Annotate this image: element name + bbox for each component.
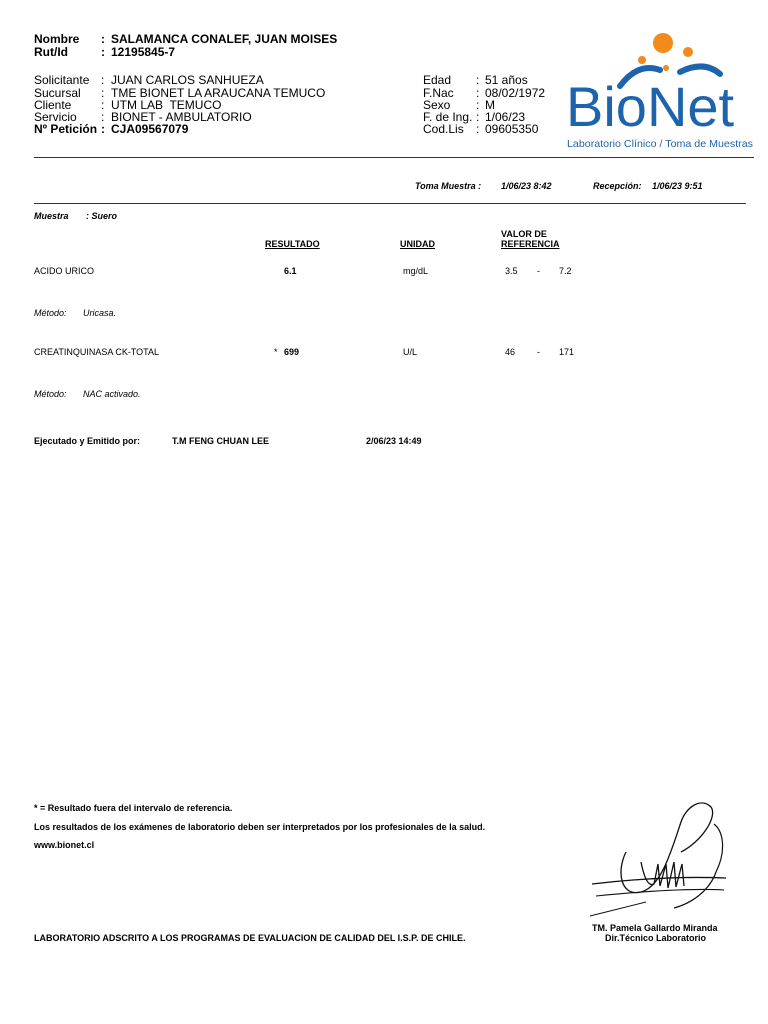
- note-interpret: Los resultados de los exámenes de laboratorio deben ser interpretados por los profesionales de la salud.: [34, 822, 486, 832]
- edad-value: 51 años: [485, 73, 528, 87]
- colon: :: [101, 32, 105, 46]
- muestra-label: Muestra: [34, 211, 69, 221]
- colon: :: [101, 98, 105, 112]
- servicio-label: Servicio: [34, 110, 77, 124]
- colon: :: [101, 86, 105, 100]
- metodo-value: Uricasa.: [83, 308, 117, 318]
- codlis-value: 09605350: [485, 122, 539, 136]
- peticion-label: Nº Petición: [34, 122, 98, 136]
- ref-high: 7.2: [559, 266, 572, 276]
- toma-value: 1/06/23 8:42: [501, 181, 552, 191]
- col-valor-1: VALOR DE: [501, 229, 547, 239]
- col-valor-2: REFERENCIA: [501, 239, 560, 249]
- edad-label: Edad: [423, 73, 452, 87]
- recepcion-label: Recepción:: [593, 181, 642, 191]
- divider: [34, 203, 746, 204]
- colon: :: [101, 110, 105, 124]
- sexo-label: Sexo: [423, 98, 451, 112]
- test-result: 699: [284, 347, 300, 357]
- colon: :: [476, 122, 480, 136]
- logo-dot-large: [653, 33, 673, 53]
- divider: [34, 157, 754, 158]
- solicitante-value: JUAN CARLOS SANHUEZA: [111, 73, 264, 87]
- logo-dot-small: [638, 56, 646, 64]
- test-unit: U/L: [403, 347, 418, 357]
- cliente-label: Cliente: [34, 98, 72, 112]
- logo-brand: BioNet: [566, 75, 735, 138]
- accreditation-note: LABORATORIO ADSCRITO A LOS PROGRAMAS DE EVALUACION DE CALIDAD DEL I.S.P. DE CHILE.: [34, 933, 466, 943]
- ref-high: 171: [559, 347, 575, 357]
- nombre-label: Nombre: [34, 32, 80, 46]
- test-name: CREATINQUINASA CK-TOTAL: [34, 347, 160, 357]
- ref-low: 46: [505, 347, 516, 357]
- note-asterisk: * = Resultado fuera del intervalo de referencia.: [34, 803, 233, 813]
- ref-sep: -: [537, 266, 540, 276]
- signer-title: Dir.Técnico Laboratorio: [605, 933, 707, 943]
- ejecutado-datetime: 2/06/23 14:49: [366, 436, 422, 446]
- servicio-value: BIONET - AMBULATORIO: [111, 110, 252, 124]
- ejecutado-label: Ejecutado y Emitido por:: [34, 436, 141, 446]
- website-link[interactable]: www.bionet.cl: [34, 840, 95, 850]
- test-name: ACIDO URICO: [34, 266, 95, 276]
- colon: :: [476, 73, 480, 87]
- test-result: 6.1: [284, 266, 297, 276]
- ejecutado-by: T.M FENG CHUAN LEE: [172, 436, 270, 446]
- patient-name: SALAMANCA CONALEF, JUAN MOISES: [111, 32, 338, 46]
- fnac-value: 08/02/1972: [485, 86, 546, 100]
- peticion-value: CJA09567079: [111, 122, 189, 136]
- test-unit: mg/dL: [403, 266, 429, 276]
- ref-low: 3.5: [505, 266, 518, 276]
- colon: :: [101, 122, 105, 136]
- colon: :: [101, 45, 105, 59]
- recepcion-value: 1/06/23 9:51: [652, 181, 703, 191]
- logo-dot-small: [683, 47, 693, 57]
- ref-sep: -: [537, 347, 540, 357]
- logo-dot-small: [663, 65, 669, 71]
- codlis-label: Cod.Lis: [423, 122, 464, 136]
- metodo-label: Método:: [34, 389, 67, 399]
- colon: :: [476, 86, 480, 100]
- sucursal-label: Sucursal: [34, 86, 81, 100]
- signature-graphic: [586, 792, 736, 918]
- colon: :: [476, 110, 480, 124]
- logo-graphic: [562, 30, 756, 154]
- sucursal-value: TME BIONET LA ARAUCANA TEMUCO: [111, 86, 326, 100]
- col-unidad: UNIDAD: [400, 239, 435, 249]
- bionet-logo: [562, 30, 756, 154]
- muestra-value: : Suero: [86, 211, 118, 221]
- out-of-range-flag: *: [274, 347, 278, 357]
- metodo-value: NAC activado.: [83, 389, 141, 399]
- fing-label: F. de Ing.: [423, 110, 473, 124]
- solicitante-label: Solicitante: [34, 73, 90, 87]
- rut-label: Rut/Id: [34, 45, 68, 59]
- fing-value: 1/06/23: [485, 110, 526, 124]
- signature: [586, 792, 736, 918]
- colon: :: [101, 73, 105, 87]
- colon: :: [476, 98, 480, 112]
- fnac-label: F.Nac: [423, 86, 454, 100]
- metodo-label: Método:: [34, 308, 67, 318]
- patient-rut: 12195845-7: [111, 45, 176, 59]
- cliente-value: UTM LAB TEMUCO: [111, 98, 222, 112]
- signer-name: TM. Pamela Gallardo Miranda: [592, 923, 718, 933]
- col-resultado: RESULTADO: [265, 239, 320, 249]
- sexo-value: M: [485, 98, 495, 112]
- logo-tagline: Laboratorio Clínico / Toma de Muestras: [567, 138, 753, 150]
- toma-label: Toma Muestra :: [415, 181, 482, 191]
